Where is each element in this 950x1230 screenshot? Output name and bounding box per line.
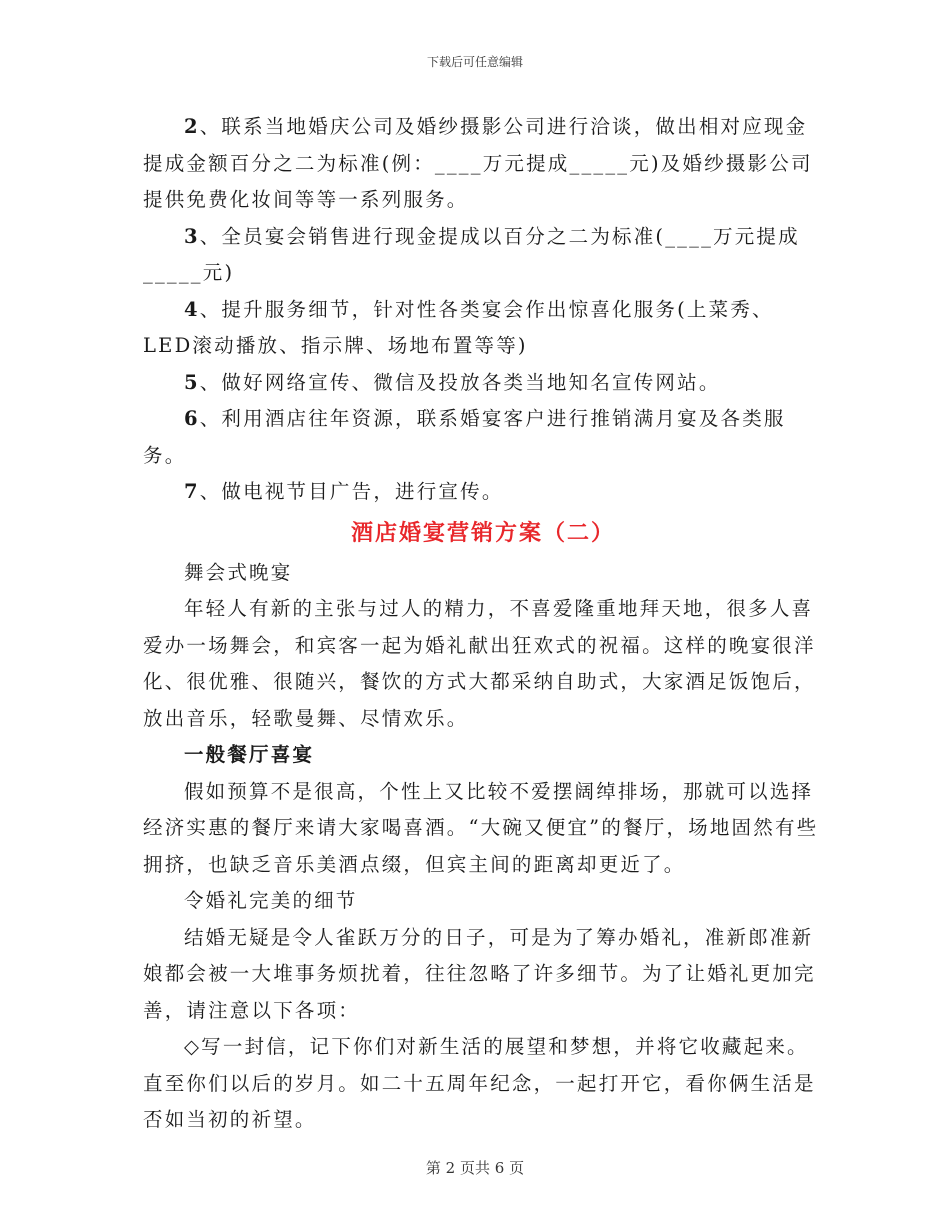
- paragraph-letter-tip: ◇写一封信，记下你们对新生活的展望和梦想，并将它收藏起来。直至你们以后的岁月。如二十五周年纪念，一起打开它，看你俩生活是否如当初的祈望。: [143, 1035, 816, 1131]
- item-text: 、联系当地婚庆公司及婚纱摄影公司进行洽谈，做出相对应现金提成金额百分之二为标准(例：____万元提成_____元)及婚纱摄影公司提供免费化妆间等等一系列服务。: [143, 115, 813, 211]
- list-item-7: [143, 474, 823, 511]
- page-content: [143, 109, 823, 1139]
- item-text: 、做好网络宣传、微信及投放各类当地知名宣传网站。: [199, 370, 721, 394]
- item-text: 、提升服务细节，针对性各类宴会作出惊喜化服务(上菜秀、LED滚动播放、指示牌、场地布置等等): [143, 297, 774, 357]
- item-number: 5: [183, 370, 200, 394]
- paragraph-dance-banquet: 年轻人有新的主张与过人的精力，不喜爱隆重地拜天地，很多人喜爱办一场舞会，和宾客一起为婚礼献出狂欢式的祝福。这样的晚宴很洋化、很优雅、很随兴，餐饮的方式大都采纳自助式，大家酒足饭饱后，放出音乐，轻歌曼舞、尽情欢乐。: [143, 597, 816, 730]
- item-text: 、做电视节目广告，进行宣传。: [199, 480, 504, 503]
- item-number: 6: [183, 407, 200, 430]
- list-item-3: [143, 219, 823, 292]
- section-title: 酒店婚宴营销方案（二）: [350, 519, 615, 546]
- item-number: 7: [183, 480, 200, 503]
- subheading-dance-banquet: 舞会式晚宴: [183, 560, 293, 584]
- item-text: 、利用酒店往年资源，联系婚宴客户进行推销满月宴及各类服务。: [143, 407, 786, 467]
- list-item-5: [143, 365, 823, 402]
- subheading-wedding-details: 令婚礼完美的细节: [183, 889, 358, 912]
- page-header: 下载后可任意编辑: [426, 55, 523, 69]
- list-item-4: [143, 292, 823, 365]
- list-item-2: [143, 109, 823, 219]
- item-number: 4: [183, 297, 200, 321]
- paragraph-wedding-details: 结婚无疑是令人雀跃万分的日子，可是为了筹办婚礼，准新郎准新娘都会被一大堆事务烦扰着，往往忽略了许多细节。为了让婚礼更加完善，请注意以下各项：: [143, 925, 816, 1022]
- list-item-6: [143, 401, 823, 474]
- item-text: 、全员宴会销售进行现金提成以百分之二为标准(____万元提成_____元): [143, 224, 800, 284]
- item-number: 2: [183, 115, 200, 138]
- paragraph-restaurant-banquet: 假如预算不是很高，个性上又比较不爱摆阔绰排场，那就可以选择经济实惠的餐厅来请大家喝喜酒。“大碗又便宜”的餐厅，场地固然有些拥挤，也缺乏音乐美酒点缀，但宾主间的距离却更近了。: [143, 779, 819, 876]
- page-footer: 第 2 页共 6 页: [425, 1159, 525, 1177]
- subheading-restaurant-banquet: 一般餐厅喜宴: [183, 743, 315, 766]
- item-number: 3: [183, 224, 200, 248]
